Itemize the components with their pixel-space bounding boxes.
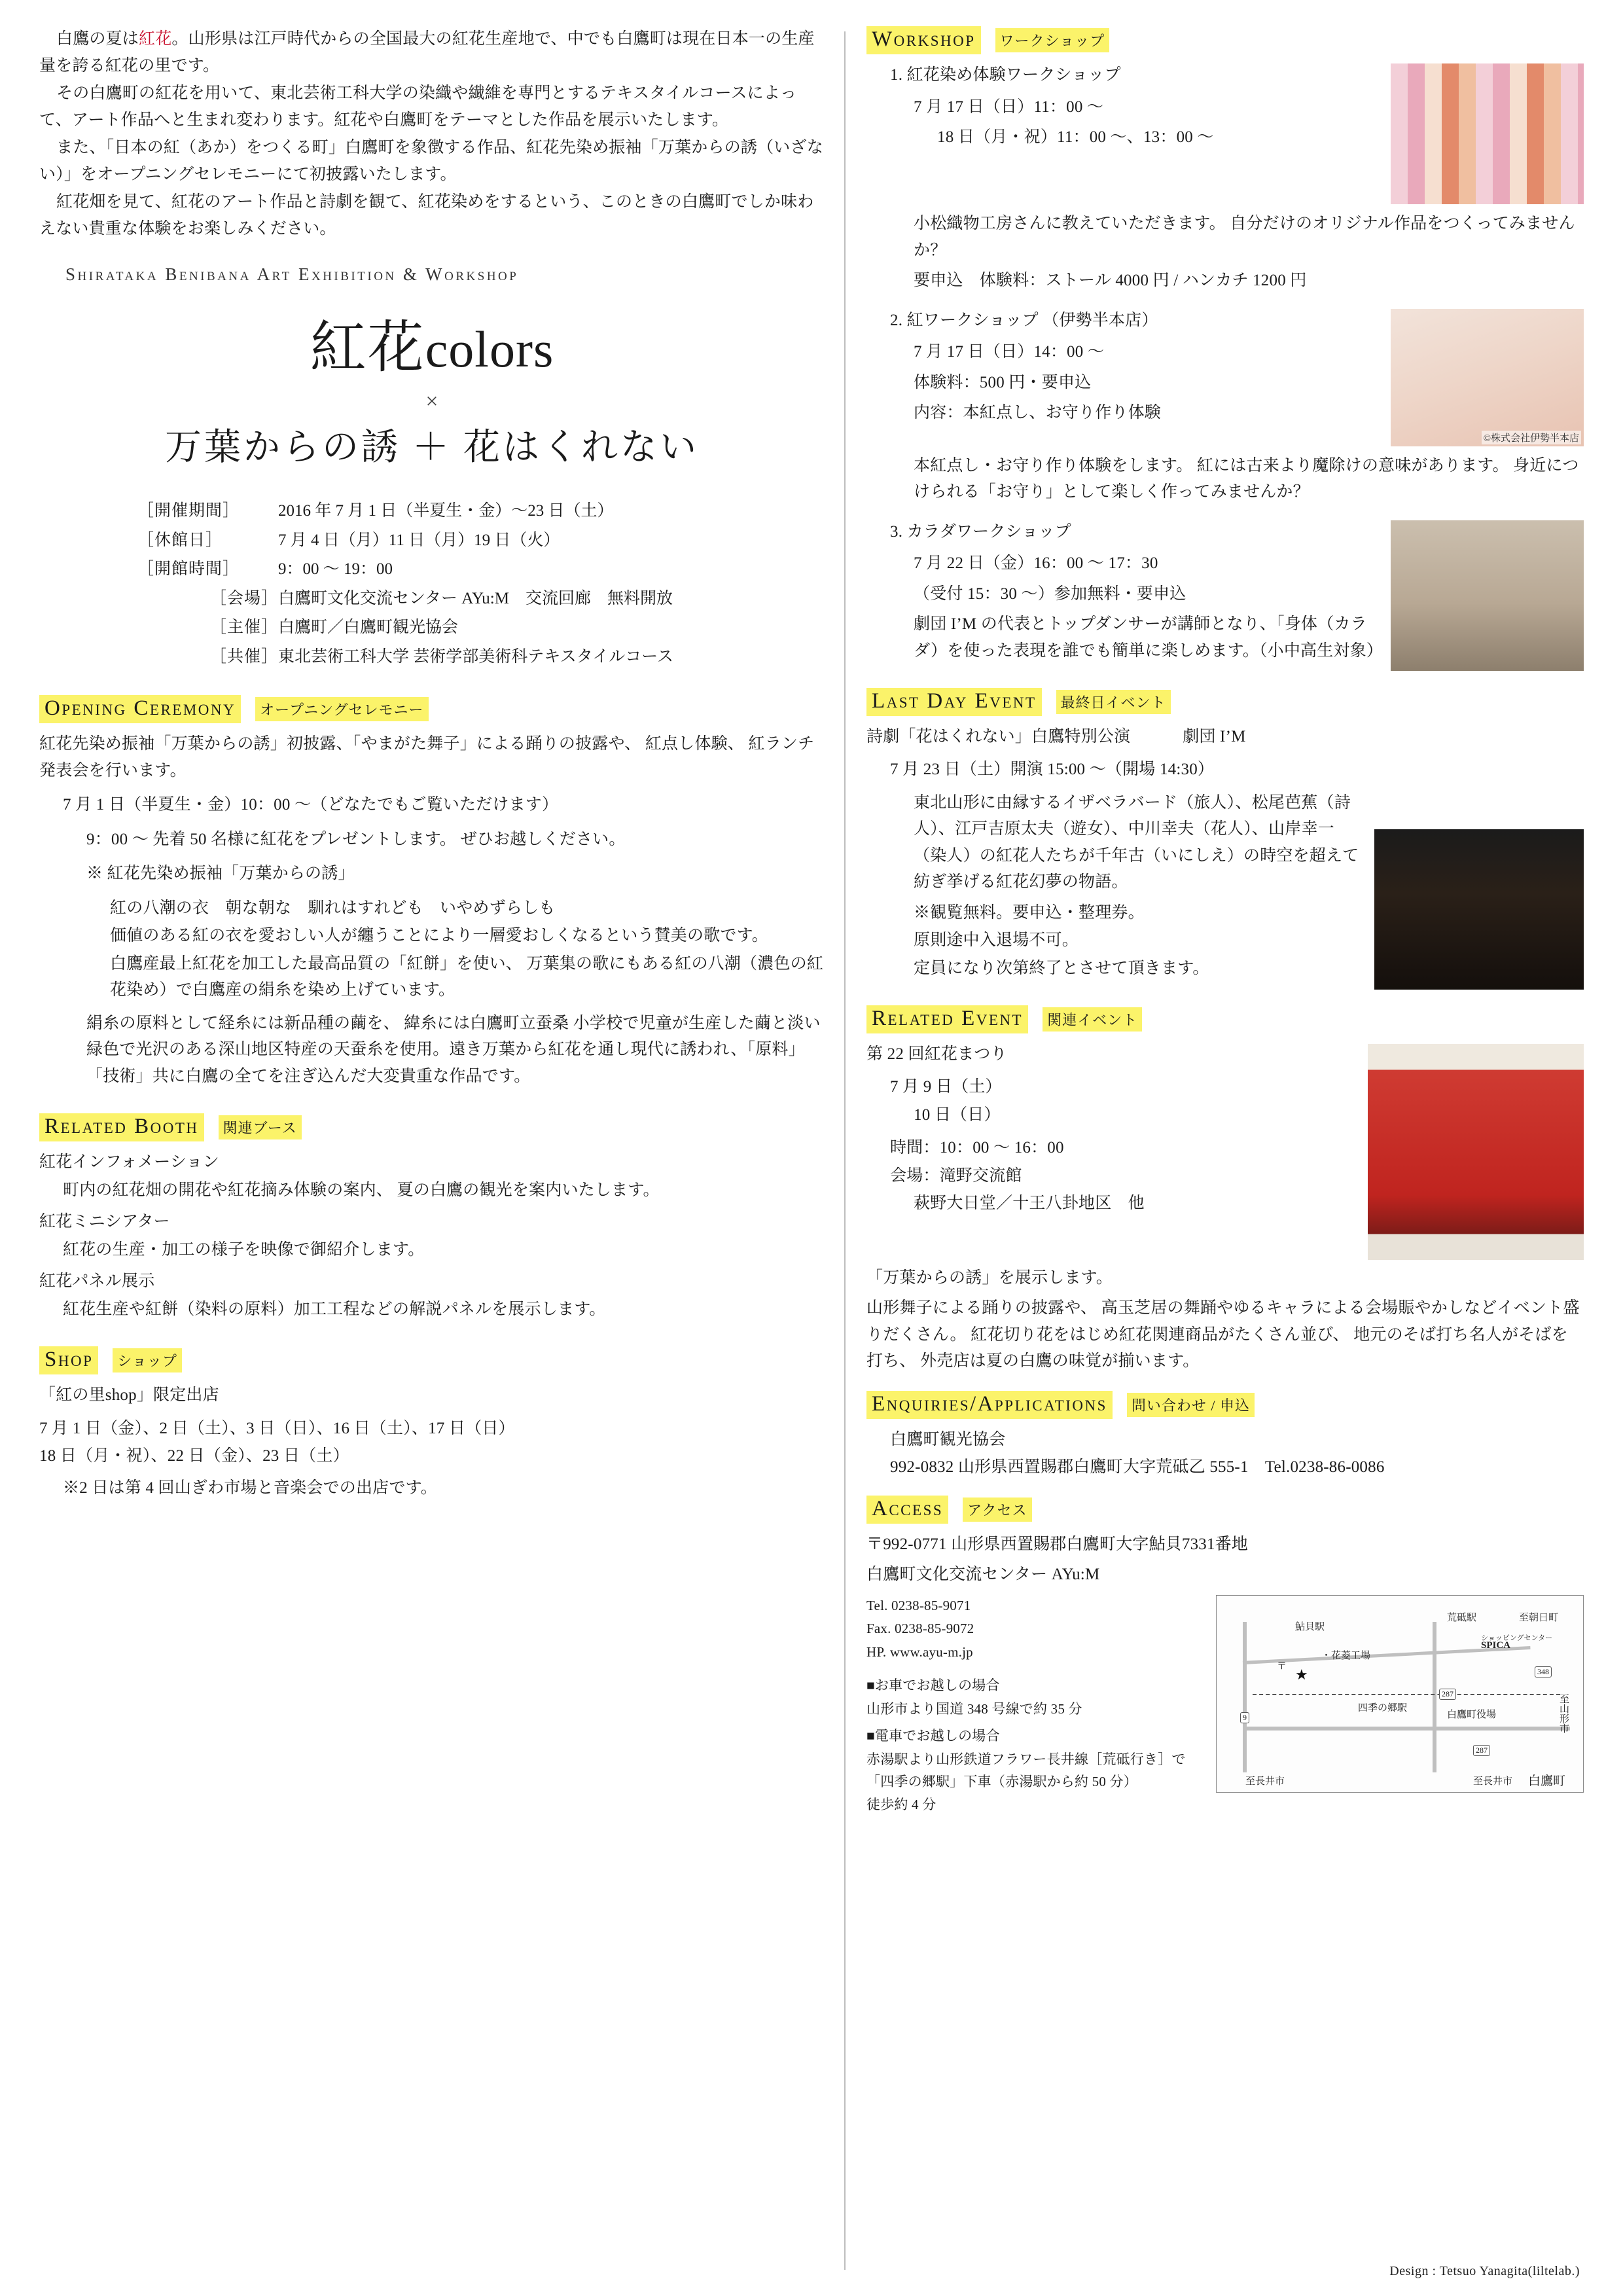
enquiries-body bbox=[866, 1427, 1584, 1481]
workshop-item-number: 3. bbox=[890, 522, 903, 541]
workshop-line: 体験料：500 円・要申込 bbox=[914, 373, 1092, 391]
info-value: 白鷹町文化交流センター AYu:M 交流回廊 無料開放 bbox=[278, 589, 673, 607]
map-label-shopping-center: ショッピングセンター bbox=[1481, 1634, 1553, 1642]
section-title-jp: ワークショップ bbox=[995, 28, 1110, 52]
section-heading-shop bbox=[39, 1346, 825, 1374]
latin-subtitle: Shirataka Benibana Art Exhibition & Workshop bbox=[65, 264, 519, 284]
related-venue-1: 会場：滝野交流館 bbox=[890, 1166, 1022, 1185]
section-heading-opening-ceremony bbox=[39, 695, 825, 723]
shop-title: 「紅の里shop」限定出店 bbox=[39, 1386, 219, 1404]
access-car-body: 山形市より国道 348 号線で約 35 分 bbox=[866, 1700, 1082, 1717]
workshop-item-title bbox=[866, 308, 1382, 334]
workshop-line: 小松織物工房さんに教えていただきます。 自分だけのオリジナル作品をつくってみませんか？ bbox=[914, 215, 1575, 259]
section-heading-related-booth bbox=[39, 1113, 825, 1141]
intro-p1-red: 紅花 bbox=[139, 30, 172, 48]
map-label-to-asahimachi: 至朝日町 bbox=[1519, 1612, 1559, 1623]
section-title-jp: オープニングセレモニー bbox=[255, 697, 428, 721]
two-column-layout bbox=[39, 26, 1584, 2276]
lastday-detail-row bbox=[866, 790, 1584, 990]
left-column bbox=[39, 26, 844, 2276]
info-value: 白鷹町／白鷹町観光協会 bbox=[278, 619, 459, 636]
access-tel: Tel. 0238-85-9071 bbox=[866, 1597, 971, 1613]
map-venue-star-icon: ★ bbox=[1295, 1666, 1308, 1683]
map-route-badge-287a: 287 bbox=[1439, 1689, 1456, 1700]
section-title-en: Shop bbox=[39, 1346, 98, 1374]
map-label-ayukai-station: 鮎貝駅 bbox=[1295, 1621, 1325, 1632]
event-info-list bbox=[39, 497, 825, 672]
info-label: ［開催期間］ bbox=[137, 502, 240, 520]
map-label-to-nagai-2: 至長井市 bbox=[1473, 1776, 1513, 1787]
info-label: ［開館時間］ bbox=[137, 560, 240, 578]
section-title-en: Access bbox=[866, 1496, 948, 1524]
lastday-note: 原則途中入退場不可。 bbox=[914, 931, 1079, 949]
access-train-body: 赤湯駅より山形鉄道フラワー長井線［荒砥行き］で「四季の郷駅」下車（赤湯駅から約 50 分） bbox=[866, 1751, 1186, 1789]
access-car-head: ■お車でお越しの場合 bbox=[866, 1677, 1000, 1694]
opening-line: 紅花先染め振袖「万葉からの誘」初披露、「やまがた舞子」による踊りの披露や、 紅点し体験、 紅ランチ発表会を行います。 bbox=[39, 735, 815, 780]
access-map-block bbox=[1216, 1595, 1584, 1818]
workshop-item-3 bbox=[866, 519, 1584, 671]
info-row bbox=[137, 584, 825, 614]
enquiries-address: 992-0832 山形県西置賜郡白鷹町大字荒砥乙 555-1 Tel.0238-86-0086 bbox=[890, 1458, 1385, 1476]
workshop-item-title bbox=[866, 62, 1382, 89]
title-block bbox=[39, 302, 825, 471]
section-heading-enquiries bbox=[866, 1391, 1584, 1419]
photo-red-kimono bbox=[1368, 1044, 1584, 1260]
title-cross: × bbox=[425, 389, 438, 414]
workshop-item-1-text bbox=[866, 62, 1382, 204]
map-label-arato-station: 荒砥駅 bbox=[1447, 1612, 1477, 1623]
related-time: 時間：10：00 〜 16：00 bbox=[890, 1139, 1064, 1157]
workshop-item-2-text bbox=[866, 308, 1382, 446]
info-row bbox=[137, 497, 825, 526]
map-label-to-yamagata: 至山形市 bbox=[1558, 1693, 1569, 1733]
info-row bbox=[137, 555, 825, 584]
related-event-row bbox=[866, 1041, 1584, 1260]
access-row bbox=[866, 1595, 1584, 1818]
workshop-line: 内容：本紅点し、お守り作り体験 bbox=[914, 404, 1162, 422]
design-credit: Design : Tetsuo Yanagita(liltelab.) bbox=[1389, 2264, 1580, 2278]
main-title bbox=[39, 302, 825, 383]
booth-body: 町内の紅花畑の開花や紅花摘み体験の案内、 夏の白鷹の観光を案内いたします。 bbox=[63, 1181, 660, 1199]
info-row bbox=[137, 526, 825, 556]
shop-body bbox=[39, 1382, 825, 1501]
shop-dates-2: 18 日（月・祝）、22 日（金）、23 日（土） bbox=[39, 1447, 349, 1465]
map-route-badge-287b: 287 bbox=[1473, 1745, 1490, 1756]
opening-line: 白鷹産最上紅花を加工した最高品質の「紅餅」を使い、 万葉集の歌にもある紅の八潮（濃色の紅花染め）で白鷹産の絹糸を染め上げています。 bbox=[110, 954, 824, 999]
access-walk: 徒歩約 4 分 bbox=[866, 1797, 936, 1813]
shop-dates-1: 7 月 1 日（金）、2 日（土）、3 日（日）、16 日（土）、17 日（日） bbox=[39, 1419, 515, 1437]
map-road-horizontal bbox=[1243, 1727, 1570, 1731]
section-title-jp: 最終日イベント bbox=[1056, 690, 1171, 714]
workshop-item-number: 1. bbox=[890, 66, 903, 84]
section-title-jp: ショップ bbox=[113, 1348, 182, 1372]
opening-ceremony-body bbox=[39, 731, 825, 1090]
section-title-jp: 問い合わせ / 申込 bbox=[1127, 1393, 1255, 1417]
info-value: 東北芸術工科大学 芸術学部美術科テキスタイルコース bbox=[278, 647, 674, 666]
section-title-en: Workshop bbox=[866, 26, 981, 54]
related-exhibit: 「万葉からの誘」を展示します。 bbox=[866, 1268, 1113, 1287]
related-date-2: 10 日（日） bbox=[914, 1105, 1001, 1124]
booth-body: 紅花の生産・加工の様子を映像で御紹介します。 bbox=[63, 1240, 425, 1259]
opening-line: 価値のある紅の衣を愛おしい人が纏うことにより一層愛おしくなるという賛美の歌です。 bbox=[110, 927, 769, 944]
workshop-line: 18 日（月・祝）11：00 〜、13：00 〜 bbox=[937, 128, 1214, 146]
enquiries-org: 白鷹町観光協会 bbox=[890, 1430, 1006, 1448]
info-label: ［共催］ bbox=[209, 647, 278, 666]
related-event-body bbox=[866, 1041, 1584, 1375]
workshop-line: 7 月 17 日（日）11：00 〜 bbox=[914, 98, 1104, 116]
photo-body-workshop bbox=[1391, 520, 1584, 671]
lastday-title: 詩劇「花はくれない」白鷹特別公演 bbox=[866, 727, 1131, 745]
related-title: 第 22 回紅花まつり bbox=[866, 1045, 1007, 1063]
map-road-vertical-left bbox=[1243, 1622, 1247, 1772]
intro-paragraph-3: また、「日本の紅（あか）をつくる町」白鷹町を象徴する作品、紅花先染め振袖「万葉からの誘（いざない）」をオープニングセレモニーにて初披露いたします。 bbox=[39, 139, 823, 183]
section-heading-last-day-event bbox=[866, 688, 1584, 716]
intro-p1-b: 。山形県は江戸時代からの全国最大の紅花生産地で、中でも白鷹町は現在日本一の生産量を誇る紅花の里です。 bbox=[39, 30, 815, 75]
access-postal: 〒992-0771 山形県西置賜郡白鷹町大字鮎貝7331番地 bbox=[866, 1535, 1249, 1553]
intro-paragraph-2: その白鷹町の紅花を用いて、東北芸術工科大学の染織や繊維を専門とするテキスタイルコースによって、アート作品へと生まれ変わります。紅花や白鷹町をテーマとした作品を展示いたします。 bbox=[39, 84, 797, 129]
section-title-en: Related Booth bbox=[39, 1113, 204, 1141]
main-title-latin: colors bbox=[425, 321, 554, 378]
photo-stage-performance bbox=[1374, 829, 1584, 990]
map-label-shirataka-town: 白鷹町 bbox=[1528, 1774, 1566, 1788]
workshop-item-number: 2. bbox=[890, 311, 903, 329]
lastday-date: 7 月 23 日（土）開演 15:00 〜（開場 14:30） bbox=[890, 761, 1215, 778]
section-title-en: Enquiries/Applications bbox=[866, 1391, 1113, 1419]
opening-line: 9：00 〜 先着 50 名様に紅花をプレゼントします。 ぜひお越しください。 bbox=[86, 830, 626, 848]
lastday-note: 定員になり次第終了とさせて頂きます。 bbox=[914, 959, 1209, 977]
intro-paragraph-1 bbox=[39, 26, 825, 79]
lastday-title-row bbox=[866, 724, 1584, 751]
opening-line: 7 月 1 日（半夏生・金）10：00 〜（どなたでもご覧いただけます） bbox=[63, 796, 559, 814]
workshop-item-2 bbox=[866, 308, 1584, 446]
last-day-event-body bbox=[866, 724, 1584, 990]
workshop-item-1 bbox=[866, 62, 1584, 204]
info-value: 9：00 〜 19：00 bbox=[278, 560, 393, 578]
map-postoffice-icon: 〒 bbox=[1277, 1660, 1287, 1672]
title-sub: 万葉からの誘 ＋ 花はくれない bbox=[165, 427, 699, 468]
map-route-badge-348: 348 bbox=[1535, 1666, 1552, 1677]
intro-paragraph-4: 紅花畑を見て、紅花のアート作品と詩劇を観て、紅花染めをするという、このときの白鷹町でしか味わえない貴重な体験をお楽しみください。 bbox=[39, 193, 814, 238]
workshop-line: 本紅点し・お守り作り体験をします。 紅には古来より魔除けの意味があります。 身近につけられる「お守り」として楽しく作ってみませんか？ bbox=[914, 456, 1579, 501]
workshop-item-name: カラダワークショップ bbox=[906, 522, 1071, 541]
info-label: ［休館日］ bbox=[137, 531, 223, 549]
intro-text bbox=[39, 26, 825, 242]
section-heading-workshop bbox=[866, 26, 1584, 54]
workshop-item-name: 紅花染め体験ワークショップ bbox=[906, 66, 1121, 84]
related-event-text bbox=[866, 1041, 1359, 1260]
opening-line: 紅の八潮の衣 朝な朝な 馴れはすれども いやめずらしも bbox=[110, 899, 556, 917]
related-body: 山形舞子による踊りの披露や、 高玉芝居の舞踊やゆるキャラによる会場賑やかしなどイベント盛りだくさん。 紅花切り花をはじめ紅花関連商品がたくさん並び、 地元のそば打ち名人がそばを打ち、 外売店は夏の白鷹の味覚が揃います。 bbox=[866, 1299, 1580, 1370]
workshop-line: 劇団 I’M の代表とトップダンサーが講師となり、「身体（カラダ）を使った表現を誰でも簡単に楽しめます。（小中高生対象） bbox=[914, 615, 1383, 660]
lastday-note: ※観覧無料。要申込・整理券。 bbox=[914, 903, 1145, 922]
opening-line: ※ 紅花先染め振袖「万葉からの誘」 bbox=[86, 865, 355, 882]
photo-credit: ©株式会社伊勢半本店 bbox=[1482, 431, 1581, 444]
workshop-line: 7 月 17 日（日）14：00 〜 bbox=[914, 343, 1105, 361]
photo-dyed-fabric-stripes bbox=[1391, 63, 1584, 204]
shop-note: ※2 日は第 4 回山ぎわ市場と音楽会での出店です。 bbox=[63, 1479, 437, 1497]
map-rail-line bbox=[1253, 1694, 1560, 1695]
workshop-line: 要申込 体験料：ストール 4000 円 / ハンカチ 1200 円 bbox=[914, 272, 1307, 289]
main-title-jp: 紅花 bbox=[310, 316, 425, 379]
map-label-hanabishi-factory: ・花菱工場 bbox=[1321, 1650, 1371, 1661]
section-title-jp: アクセス bbox=[963, 1498, 1031, 1522]
lastday-body: 東北山形に由縁するイザベラバード（旅人）、松尾芭蕉（詩人）、江戸吉原太夫（遊女）、中川幸夫（花人）、山岸幸一（染人）の紅花人たちが千年古（いにしえ）の時空を超えて紡ぎ挙げる紅花幻夢の物語。 bbox=[914, 793, 1359, 891]
section-title-en: Last Day Event bbox=[866, 688, 1042, 716]
booth-body: 紅花生産や紅餅（染料の原料）加工工程などの解説パネルを展示します。 bbox=[63, 1300, 606, 1318]
opening-line: 絹糸の原料として経糸には新品種の繭を、 緯糸には白鷹町立蚕桑 小学校で児童が生産した繭と淡い緑色で光沢のある深山地区特産の天蚕糸を使用。遠き万葉から紅花を通し現代に誘われ、「原料」「技術」共に白鷹の全てを注ぎ込んだ大変貴重な作品です。 bbox=[86, 1014, 821, 1085]
section-heading-related-event bbox=[866, 1005, 1584, 1033]
workshop-line: （受付 15：30 〜）参加無料・要申込 bbox=[914, 584, 1186, 603]
section-title-jp: 関連ブース bbox=[219, 1115, 302, 1139]
photo-lipstick-application bbox=[1391, 309, 1584, 446]
section-title-en: Opening Ceremony bbox=[39, 695, 241, 723]
right-column bbox=[846, 26, 1584, 2276]
booth-title: 紅花ミニシアター bbox=[39, 1213, 170, 1230]
map-route-badge-9: 9 bbox=[1240, 1712, 1249, 1723]
booth-title: 紅花パネル展示 bbox=[39, 1272, 155, 1290]
lastday-text bbox=[866, 790, 1365, 990]
booth-title: 紅花インフォメーション bbox=[39, 1153, 219, 1171]
section-title-jp: 関連イベント bbox=[1043, 1007, 1142, 1031]
related-venue-2: 萩野大日堂／十王八卦地区 他 bbox=[914, 1194, 1145, 1212]
info-row bbox=[137, 643, 825, 672]
info-value: 2016 年 7 月 1 日（半夏生・金）〜23 日（土） bbox=[278, 502, 614, 520]
section-heading-access bbox=[866, 1496, 1584, 1524]
intro-p1-a: 白鷹の夏は bbox=[56, 30, 139, 48]
related-date-1: 7 月 9 日（土） bbox=[890, 1078, 1002, 1096]
workshop-item-name: 紅ワークショップ （伊勢半本店） bbox=[906, 311, 1158, 329]
info-label: ［会場］ bbox=[209, 589, 278, 607]
info-row bbox=[137, 613, 825, 643]
workshop-body bbox=[866, 62, 1584, 671]
related-booth-body bbox=[39, 1149, 825, 1323]
workshop-item-title bbox=[866, 519, 1382, 546]
map-label-spica: SPICA bbox=[1481, 1640, 1511, 1651]
access-hp: HP. www.ayu-m.jp bbox=[866, 1643, 973, 1660]
workshop-item-3-text bbox=[866, 519, 1382, 671]
access-fax: Fax. 0238-85-9072 bbox=[866, 1621, 974, 1637]
lastday-troupe: 劇団 I’M bbox=[1183, 727, 1246, 745]
access-train-head: ■電車でお越しの場合 bbox=[866, 1728, 1000, 1744]
access-contact-block bbox=[866, 1595, 1207, 1818]
workshop-line: 7 月 22 日（金）16：00 〜 17：30 bbox=[914, 554, 1158, 572]
section-title-en: Related Event bbox=[866, 1005, 1028, 1033]
access-map bbox=[1216, 1595, 1584, 1793]
map-label-shikinosato-station: 四季の郷駅 bbox=[1358, 1702, 1408, 1713]
map-label-town-office: 白鷹町役場 bbox=[1447, 1709, 1497, 1720]
map-label-to-nagai-1: 至長井市 bbox=[1245, 1776, 1285, 1787]
map-road-vertical-right bbox=[1433, 1622, 1436, 1772]
info-label: ［主催］ bbox=[209, 619, 278, 636]
access-venue: 白鷹町文化交流センター AYu:M bbox=[866, 1566, 1100, 1583]
info-value: 7 月 4 日（月）11 日（月）19 日（火） bbox=[278, 531, 560, 549]
access-body bbox=[866, 1532, 1584, 1818]
